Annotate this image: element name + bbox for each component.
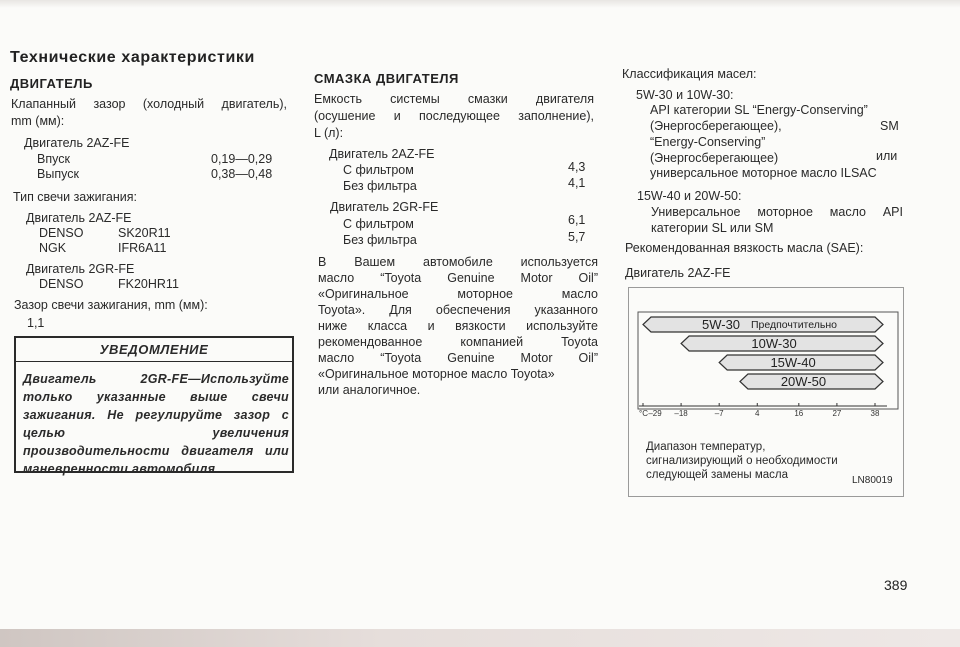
notice-line: производительности двигателя или bbox=[23, 444, 289, 458]
without-filter-label: Без фильтра bbox=[343, 179, 417, 193]
with-filter-label: С фильтром bbox=[343, 163, 414, 177]
spark-engine-2az: Двигатель 2AZ-FE bbox=[26, 211, 132, 225]
viscosity-bar-label: 15W-40 bbox=[770, 355, 816, 370]
page-top-edge bbox=[0, 0, 960, 8]
axis-tick-label: –18 bbox=[674, 409, 688, 418]
valve-clearance-line-2: mm (мм): bbox=[11, 114, 65, 128]
viscosity-bar-note: Предпочтительно bbox=[751, 319, 837, 331]
capacity-line-2: (осушение и последующее заполнение), bbox=[314, 109, 594, 123]
viscosity-label: Рекомендованная вязкость масла (SAE): bbox=[625, 241, 864, 255]
oil-classification-label: Классификация масел: bbox=[622, 67, 757, 81]
notice-line: Двигатель 2GR-FE—Используйте bbox=[23, 372, 289, 386]
without-filter-2gr-value: 5,7 bbox=[568, 230, 586, 244]
diagram-code: LN80019 bbox=[852, 475, 893, 486]
denso-2az-value: SK20R11 bbox=[118, 226, 171, 240]
notice-title: УВЕДОМЛЕНИЕ bbox=[16, 340, 292, 362]
exhaust-label: Выпуск bbox=[37, 167, 79, 181]
oil-engine-2gr: Двигатель 2GR-FE bbox=[330, 200, 439, 214]
with-filter-2gr-value: 6,1 bbox=[568, 213, 586, 227]
notice-box bbox=[14, 336, 294, 476]
page-number: 389 bbox=[884, 577, 908, 593]
energy-saving-text-2: (Энергосберегающее) bbox=[650, 151, 779, 165]
page-bottom-edge bbox=[0, 629, 960, 647]
unit-label: °C bbox=[639, 409, 648, 418]
diagram-caption-line: Диапазон температур, bbox=[646, 441, 766, 453]
notice-text bbox=[23, 370, 289, 478]
oil-paragraph-line: или аналогичное. bbox=[318, 383, 421, 397]
oil-engine-2az: Двигатель 2AZ-FE bbox=[329, 147, 435, 161]
section-title: Технические характеристики bbox=[10, 49, 255, 66]
oil-paragraph-line: масло “Toyota Genuine Motor Oil” bbox=[318, 271, 598, 285]
viscosity-engine-2az: Двигатель 2AZ-FE bbox=[625, 266, 731, 280]
oil-paragraph-line: ниже класса и вязкости используйте bbox=[318, 319, 598, 333]
oil-paragraph-line: масло “Toyota Genuine Motor Oil” bbox=[318, 351, 598, 365]
ilsac-text: универсальное моторное масло ILSAC bbox=[650, 166, 877, 180]
viscosity-bar-label: 5W-30 bbox=[701, 317, 741, 332]
energy-conserving-text: “Energy-Conserving” bbox=[650, 135, 766, 149]
axis-tick-label: –7 bbox=[714, 409, 724, 418]
oil-paragraph-line: «Оригинальное моторное масло Toyota» bbox=[318, 367, 555, 381]
sm-text: SM bbox=[880, 119, 899, 133]
with-filter-2az-value: 4,3 bbox=[568, 160, 586, 174]
grade-5w30-10w30: 5W-30 и 10W-30: bbox=[636, 88, 734, 102]
exhaust-value: 0,38—0,48 bbox=[211, 167, 273, 181]
spark-engine-2gr: Двигатель 2GR-FE bbox=[26, 262, 135, 276]
engine-2az-label: Двигатель 2AZ-FE bbox=[24, 136, 130, 150]
api-sl-text: API категории SL “Energy-Conserving” bbox=[650, 103, 868, 117]
without-filter-label-2gr: Без фильтра bbox=[343, 233, 417, 247]
axis-tick-label: 27 bbox=[832, 409, 842, 418]
notice-line: целью увеличения bbox=[23, 426, 289, 440]
lubrication-heading: СМАЗКА ДВИГАТЕЛЯ bbox=[314, 71, 459, 86]
oil-paragraph-line: рекомендованное компанией Toyota bbox=[318, 335, 598, 349]
notice-line: зажигания. Не регулируйте зазор с bbox=[23, 408, 289, 422]
valve-clearance-line-1: Клапанный зазор (холодный двигатель), bbox=[11, 97, 287, 111]
axis-tick-label: 4 bbox=[755, 409, 760, 418]
energy-saving-text-1: (Энергосберегающее), bbox=[650, 119, 782, 133]
grade-15w40-20w50: 15W-40 и 20W-50: bbox=[637, 189, 742, 203]
viscosity-bar-label: 20W-50 bbox=[780, 374, 827, 389]
denso-label: DENSO bbox=[39, 226, 84, 240]
notice-line: маневренности автомобиля. bbox=[23, 462, 220, 476]
oil-paragraph-line: «Оригинальное моторное масло bbox=[318, 287, 598, 301]
or-text: или bbox=[876, 149, 898, 163]
ngk-label: NGK bbox=[39, 241, 67, 255]
capacity-line-3: L (л): bbox=[314, 126, 344, 140]
viscosity-bar-label: 10W-30 bbox=[751, 336, 797, 351]
spark-gap-value: 1,1 bbox=[27, 316, 45, 330]
denso-2gr-value: FK20HR11 bbox=[118, 277, 179, 291]
intake-label: Впуск bbox=[37, 152, 70, 166]
diagram-caption-line: следующей замены масла bbox=[646, 469, 788, 481]
spark-gap-label: Зазор свечи зажигания, mm (мм): bbox=[14, 298, 208, 312]
ngk-2az-value: IFR6A11 bbox=[118, 241, 167, 255]
intake-value: 0,19—0,29 bbox=[211, 152, 273, 166]
universal-oil-text: Универсальное моторное масло API bbox=[651, 205, 903, 219]
denso-label-2gr: DENSO bbox=[39, 277, 84, 291]
spark-plug-type-label: Тип свечи зажигания: bbox=[13, 190, 137, 204]
capacity-line-1: Емкость системы смазки двигателя bbox=[314, 92, 594, 106]
oil-paragraph-line: В Вашем автомобиле используется bbox=[318, 255, 598, 269]
diagram-caption-line: сигнализирующий о необходимости bbox=[646, 455, 838, 467]
axis-tick-label: 38 bbox=[870, 409, 880, 418]
oil-paragraph-line: Toyota». Для обеспечения указанного bbox=[318, 303, 598, 317]
axis-tick-label: 16 bbox=[794, 409, 804, 418]
axis-tick-label: –29 bbox=[648, 409, 662, 418]
sl-sm-text: категории SL или SM bbox=[651, 221, 774, 235]
engine-heading: ДВИГАТЕЛЬ bbox=[10, 76, 93, 91]
without-filter-2az-value: 4,1 bbox=[568, 176, 586, 190]
viscosity-diagram bbox=[628, 287, 904, 497]
with-filter-label-2gr: С фильтром bbox=[343, 217, 414, 231]
notice-line: только указанные выше свечи bbox=[23, 390, 289, 404]
